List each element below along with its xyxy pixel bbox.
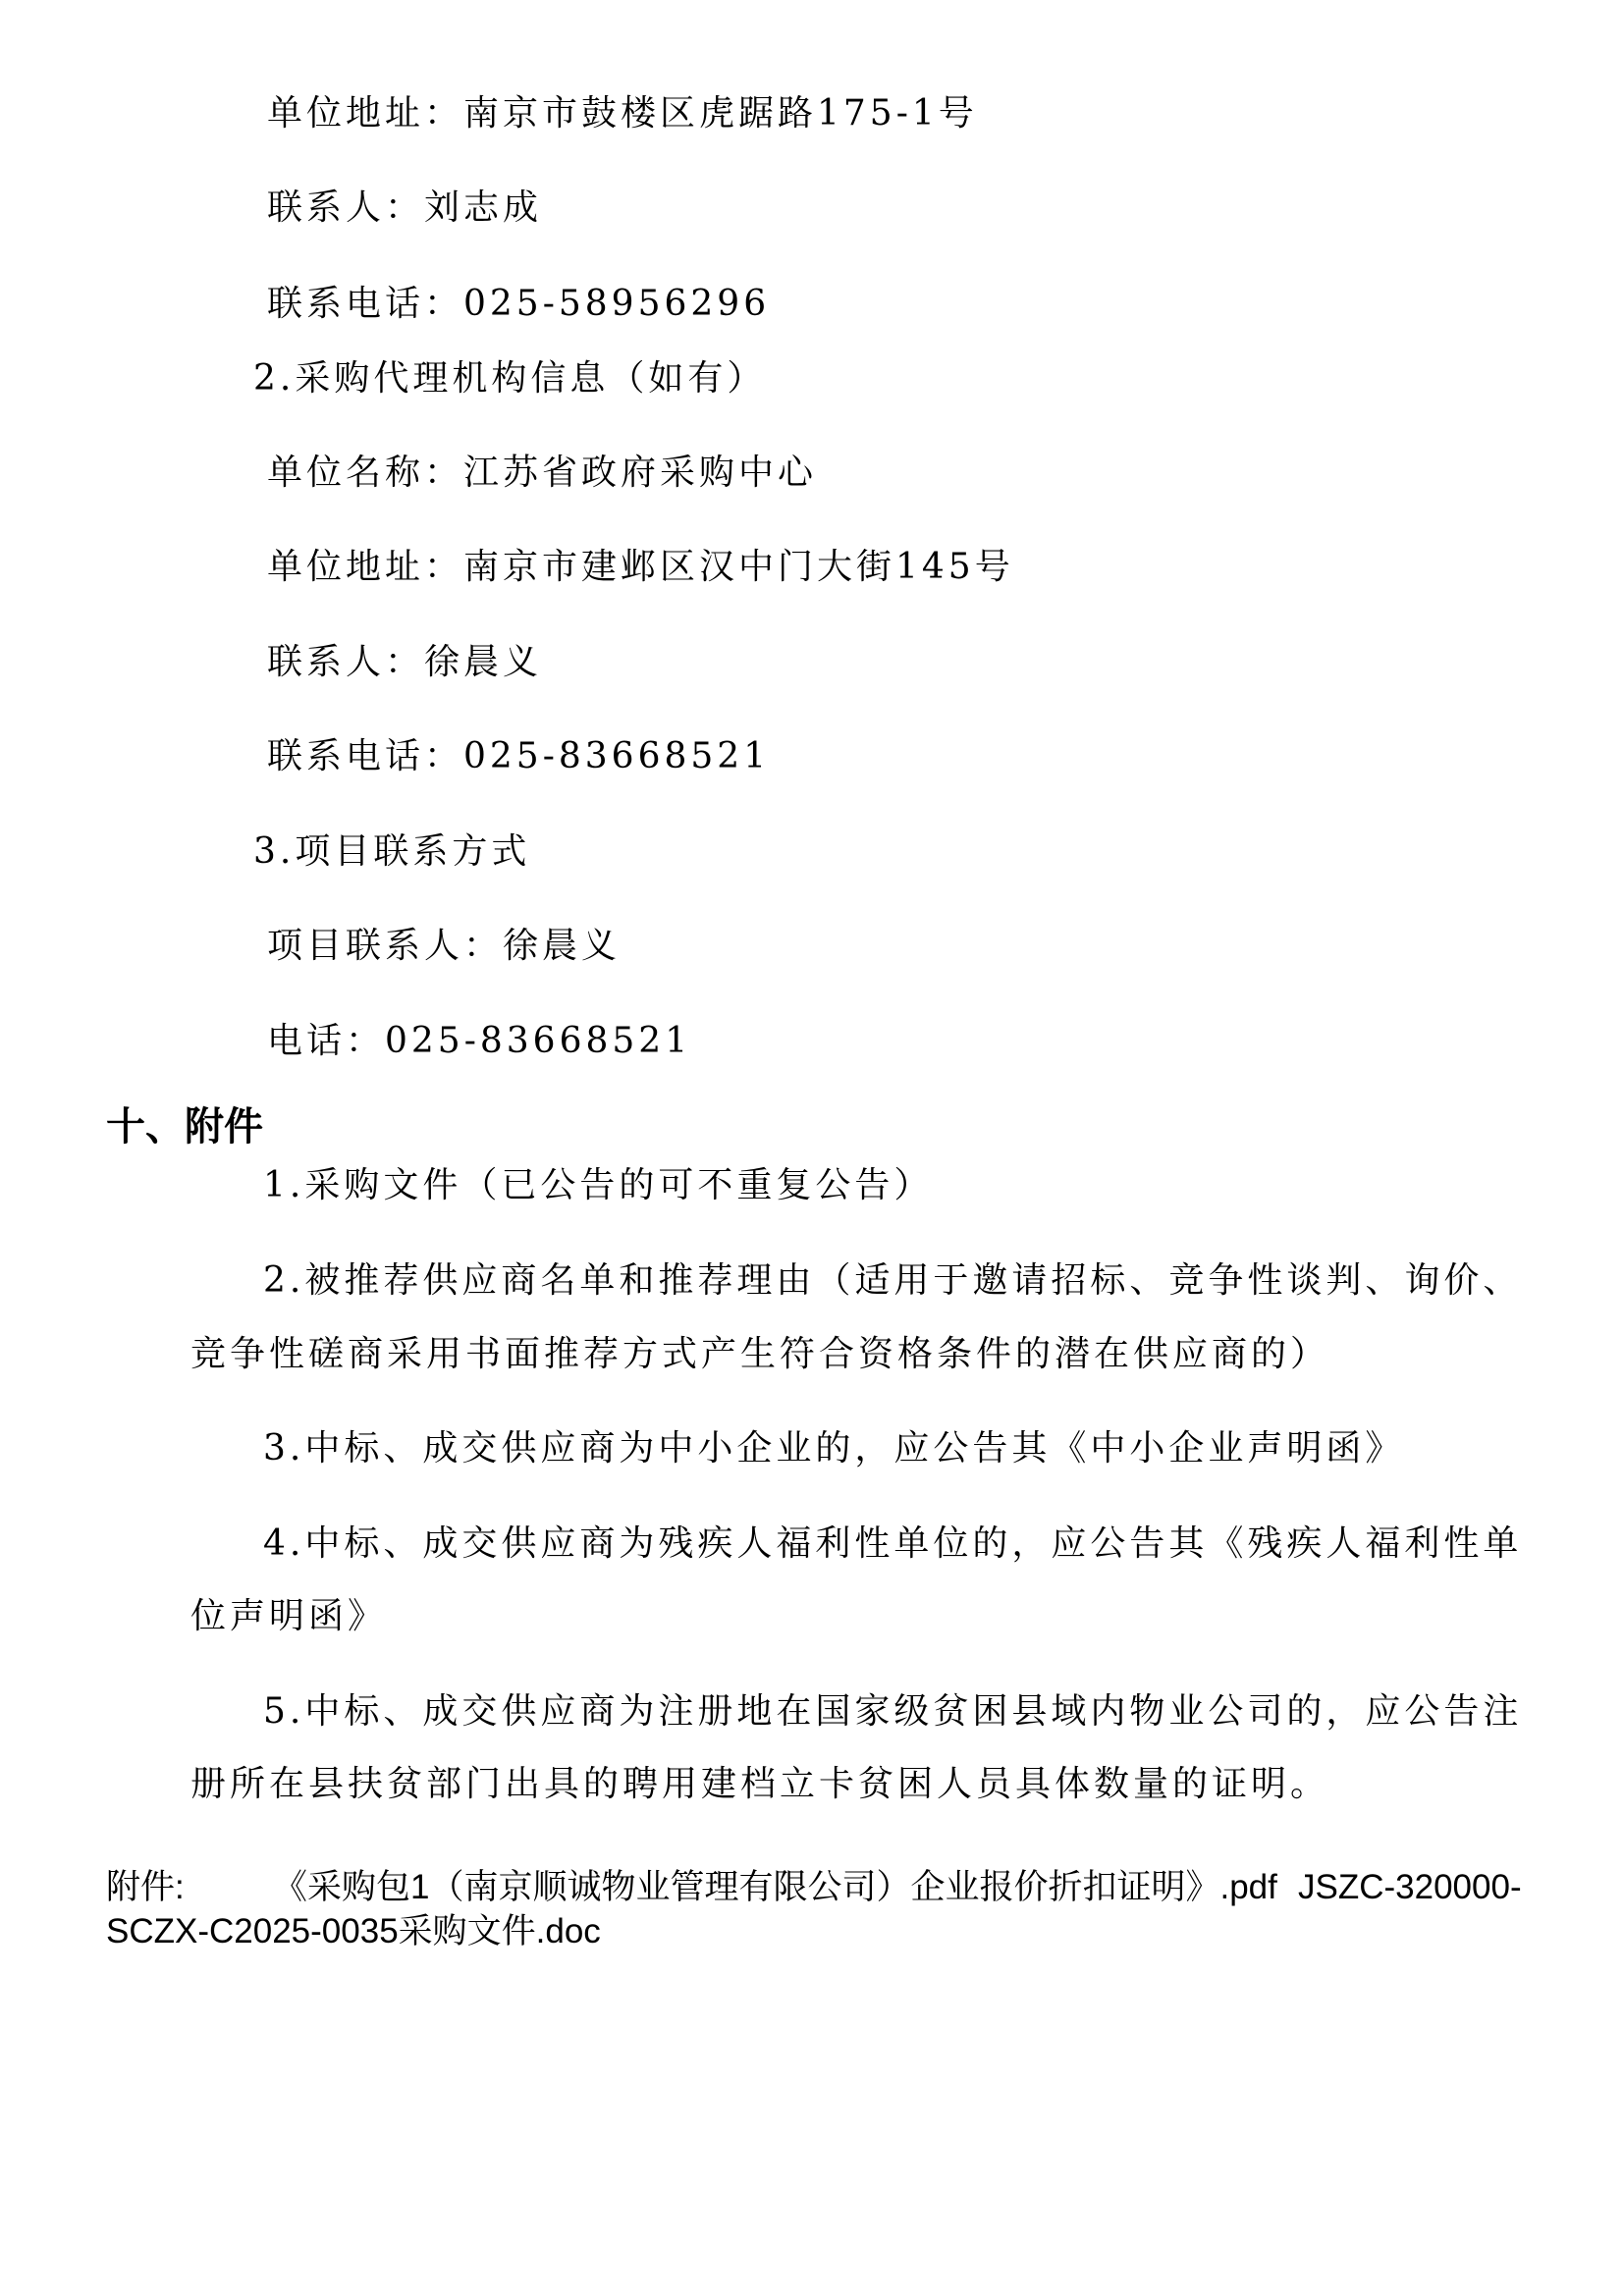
- purchaser-contact: 联系人：刘志成: [267, 187, 543, 228]
- attachments-label: 附件:: [106, 1868, 185, 1906]
- attachment-item-1: 1.采购文件（已公告的可不重复公告）: [263, 1165, 934, 1205]
- agency-phone: 联系电话：025-83668521: [267, 736, 771, 776]
- attachment-item-5-line2: 册所在县扶贫部门出具的聘用建档立卡贫困人员具体数量的证明。: [190, 1764, 1330, 1804]
- attachment-item-4-line1: 4.中标、成交供应商为残疾人福利性单位的，应公告其《残疾人福利性单: [263, 1523, 1523, 1564]
- agency-address: 单位地址：南京市建邺区汉中门大街145号: [267, 547, 1014, 587]
- agency-name: 单位名称：江苏省政府采购中心: [267, 453, 818, 493]
- attachment-item-3: 3.中标、成交供应商为中小企业的，应公告其《中小企业声明函》: [263, 1428, 1405, 1468]
- attachment-file-procurement-doc-part2[interactable]: SCZX-C2025-0035采购文件.doc: [106, 1912, 601, 1950]
- agency-contact: 联系人：徐晨义: [267, 642, 543, 682]
- attachment-file-discount-proof[interactable]: 《采购包1（南京顺诚物业管理有限公司）企业报价折扣证明》.pdf: [273, 1868, 1277, 1906]
- attachment-item-5-line1: 5.中标、成交供应商为注册地在国家级贫困县域内物业公司的，应公告注: [263, 1691, 1523, 1732]
- attachment-item-2-line2: 竞争性磋商采用书面推荐方式产生符合资格条件的潜在供应商的）: [190, 1334, 1330, 1374]
- attachment-file-procurement-doc-part1[interactable]: JSZC-320000-: [1298, 1868, 1522, 1906]
- attachment-item-4-line2: 位声明函》: [190, 1596, 388, 1636]
- attachment-item-2-line1: 2.被推荐供应商名单和推荐理由（适用于邀请招标、竞争性谈判、询价、: [263, 1260, 1523, 1301]
- purchaser-phone: 联系电话：025-58956296: [267, 284, 771, 324]
- project-contact-heading: 3.项目联系方式: [253, 831, 531, 872]
- purchaser-address: 单位地址：南京市鼓楼区虎踞路175-1号: [267, 93, 978, 133]
- project-contact-phone: 电话：025-83668521: [267, 1021, 692, 1061]
- agency-heading: 2.采购代理机构信息（如有）: [253, 358, 767, 399]
- project-contact-person: 项目联系人：徐晨义: [267, 926, 622, 966]
- section-ten-title: 十、附件: [106, 1104, 263, 1149]
